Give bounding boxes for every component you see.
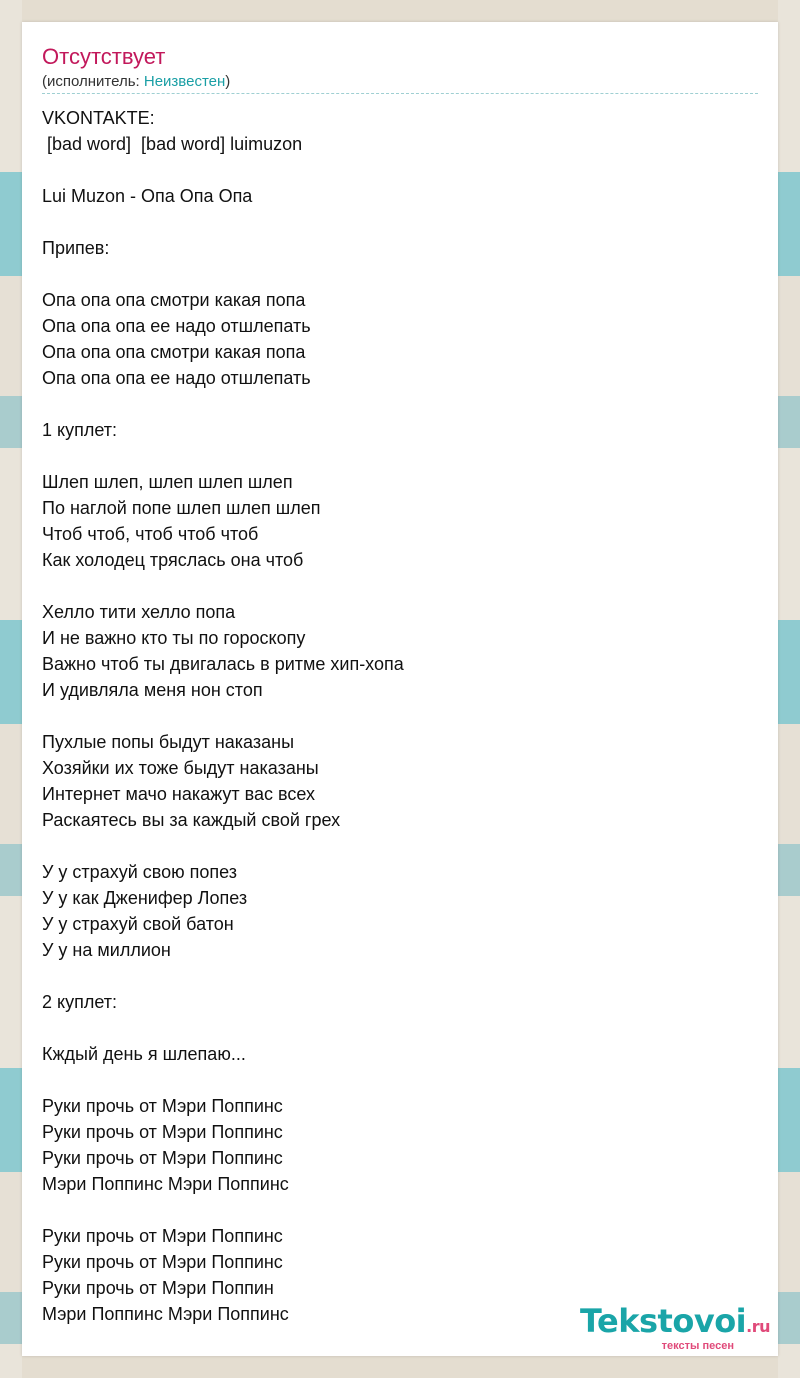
logo-name: Tekstovoi bbox=[579, 1302, 747, 1340]
lyric-line bbox=[42, 573, 758, 599]
lyric-line: Руки прочь от Мэри Поппинс bbox=[42, 1226, 283, 1246]
lyric-line: Пухлые попы быдут наказаны bbox=[42, 732, 294, 752]
lyric-line: У у как Дженифер Лопез bbox=[42, 888, 248, 908]
lyric-line: Опа опа опа ее надо отшлепать bbox=[42, 316, 311, 336]
lyric-line bbox=[42, 1067, 758, 1093]
artist-line bbox=[42, 73, 230, 91]
lyric-line: Чтоб чтоб, чтоб чтоб чтоб bbox=[42, 524, 259, 544]
lyric-line: Руки прочь от Мэри Поппинс bbox=[42, 1148, 283, 1168]
artist-link[interactable]: Неизвестен bbox=[143, 73, 226, 90]
site-logo[interactable] bbox=[580, 1304, 770, 1352]
lyric-line: Опа опа опа смотри какая попа bbox=[42, 342, 306, 362]
lyric-line: Руки прочь от Мэри Поппинс bbox=[42, 1252, 283, 1272]
background-stripes-left bbox=[0, 0, 22, 1378]
lyric-line: Мэри Поппинс Мэри Поппинс bbox=[42, 1174, 289, 1194]
artist-suffix: ) bbox=[225, 73, 231, 90]
logo-wordmark bbox=[580, 1304, 770, 1344]
lyric-line bbox=[42, 157, 758, 183]
lyric-line: И не важно кто ты по гороскопу bbox=[42, 628, 306, 648]
lyric-line: [bad word] [bad word] luimuzon bbox=[42, 134, 303, 154]
lyric-line: Кждый день я шлепаю... bbox=[42, 1044, 246, 1064]
lyric-line: Мэри Поппинс Мэри Поппинс bbox=[42, 1304, 289, 1324]
lyric-line: У у страхуй свою попез bbox=[42, 862, 238, 882]
lyrics-card bbox=[22, 22, 778, 1356]
lyric-line: Важно чтоб ты двигалась в ритме хип-хопа bbox=[42, 654, 404, 674]
lyric-line: По наглой попе шлеп шлеп шлеп bbox=[42, 498, 321, 518]
lyric-line: У у на миллион bbox=[42, 940, 171, 960]
lyric-line: Хелло тити хелло попа bbox=[42, 602, 236, 622]
logo-tld: .ru bbox=[746, 1317, 770, 1336]
background-stripes-right bbox=[778, 0, 800, 1378]
lyric-line: Интернет мачо накажут вас всех bbox=[42, 784, 315, 804]
lyric-line: Хозяйки их тоже быдут наказаны bbox=[42, 758, 319, 778]
lyric-line: Руки прочь от Мэри Поппин bbox=[42, 1278, 274, 1298]
lyric-line: У у страхуй свой батон bbox=[42, 914, 234, 934]
lyric-line: Lui Muzon - Опа Опа Опа bbox=[42, 186, 253, 206]
lyric-line bbox=[42, 963, 758, 989]
lyric-line: 1 куплет: bbox=[42, 420, 117, 440]
lyric-line: 2 куплет: bbox=[42, 992, 117, 1012]
logo-tagline: тексты песен bbox=[661, 1340, 734, 1352]
lyrics-text bbox=[42, 105, 758, 1327]
lyric-line: Опа опа опа смотри какая попа bbox=[42, 290, 306, 310]
lyric-line: Руки прочь от Мэри Поппинс bbox=[42, 1122, 283, 1142]
lyric-line: Руки прочь от Мэри Поппинс bbox=[42, 1096, 283, 1116]
lyric-line bbox=[42, 1015, 758, 1041]
lyric-line: И удивляла меня нон стоп bbox=[42, 680, 263, 700]
artist-prefix: (исполнитель: bbox=[42, 73, 144, 90]
lyric-line: VKONTAKTE: bbox=[42, 108, 155, 128]
lyric-line: Припев: bbox=[42, 238, 110, 258]
lyric-line bbox=[42, 703, 758, 729]
lyric-line: Раскаятесь вы за каждый свой грех bbox=[42, 810, 341, 830]
lyric-line: Опа опа опа ее надо отшлепать bbox=[42, 368, 311, 388]
lyric-line bbox=[42, 209, 758, 235]
lyric-line: Как холодец тряслась она чтоб bbox=[42, 550, 304, 570]
song-title: Отсутствует bbox=[42, 44, 166, 69]
lyric-line bbox=[42, 443, 758, 469]
lyric-line bbox=[42, 1197, 758, 1223]
lyric-line bbox=[42, 261, 758, 287]
lyric-line bbox=[42, 833, 758, 859]
divider bbox=[42, 93, 758, 94]
lyric-line: Шлеп шлеп, шлеп шлеп шлеп bbox=[42, 472, 293, 492]
lyric-line bbox=[42, 391, 758, 417]
